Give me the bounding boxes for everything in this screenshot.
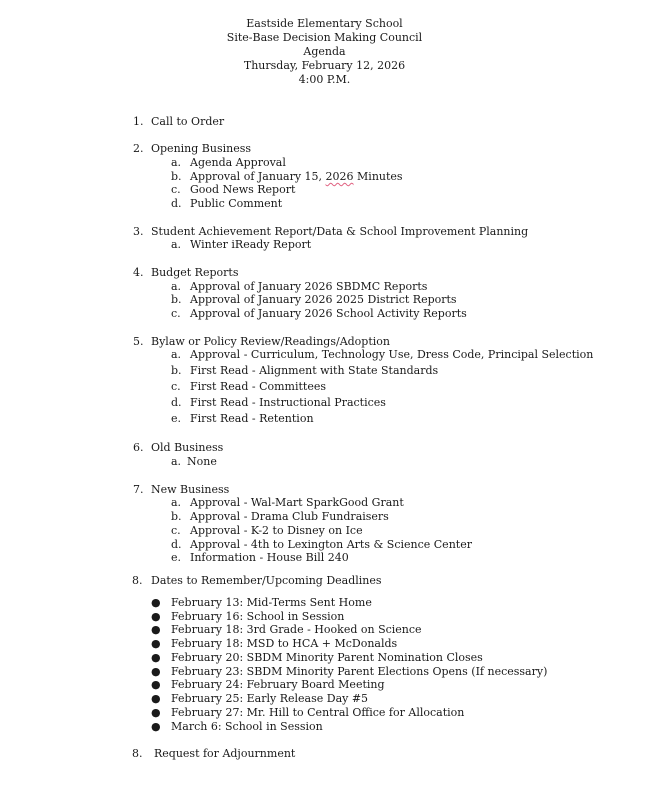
subitem-letter: a. bbox=[171, 348, 182, 361]
date-text: March 6: School in Session bbox=[171, 720, 323, 733]
subitem-text: None bbox=[187, 455, 217, 468]
agenda-subitem bbox=[0, 551, 649, 565]
agenda-subitem bbox=[0, 307, 649, 321]
bullet-dot-icon: ● bbox=[151, 651, 161, 664]
subitem-letter: a. bbox=[171, 238, 182, 251]
subitem-text: First Read - Alignment with State Standards bbox=[190, 364, 439, 377]
subitem-text: Winter iReady Report bbox=[190, 238, 312, 251]
subitem-letter: d. bbox=[171, 538, 182, 551]
subitem-letter: c. bbox=[171, 307, 181, 320]
section-number: 2. bbox=[133, 142, 144, 155]
subitem-letter: d. bbox=[171, 197, 182, 210]
agenda-subitem bbox=[0, 510, 649, 524]
date-bullet-item bbox=[0, 637, 649, 651]
agenda-section-8-adjournment bbox=[0, 747, 649, 761]
bullet-dot-icon: ● bbox=[151, 720, 161, 733]
section-number: 7. bbox=[133, 483, 144, 496]
section-number: 8. bbox=[132, 574, 143, 587]
agenda-header bbox=[0, 17, 649, 87]
school-name: Eastside Elementary School bbox=[246, 17, 403, 30]
meeting-date: Thursday, February 12, 2026 bbox=[243, 59, 406, 72]
agenda-subitem bbox=[0, 538, 649, 552]
date-bullet-item bbox=[0, 610, 649, 624]
agenda-section-7 bbox=[0, 483, 649, 497]
subitem-text: Approval - 4th to Lexington Arts & Science Center bbox=[190, 538, 472, 551]
date-bullet-item bbox=[0, 665, 649, 679]
subitem-text: First Read - Committees bbox=[190, 380, 326, 393]
agenda-subitem bbox=[0, 197, 649, 211]
date-text: February 18: MSD to HCA + McDonalds bbox=[171, 637, 398, 650]
date-text: February 18: 3rd Grade - Hooked on Science bbox=[171, 623, 422, 636]
bullet-dot-icon: ● bbox=[151, 665, 161, 678]
section-number: 8. bbox=[132, 747, 143, 760]
subitem-text: Information - House Bill 240 bbox=[190, 551, 349, 564]
subitem-text: Approval - Drama Club Fundraisers bbox=[190, 510, 389, 523]
date-text: February 13: Mid-Terms Sent Home bbox=[171, 596, 372, 609]
agenda-subitem bbox=[0, 156, 649, 170]
agenda-subitem bbox=[0, 524, 649, 538]
subitem-letter: e. bbox=[171, 551, 182, 564]
date-text: February 16: School in Session bbox=[171, 610, 345, 623]
spellcheck-flagged-word: 2026 bbox=[325, 170, 354, 183]
subitem-text bbox=[190, 170, 403, 183]
agenda-subitem bbox=[0, 496, 649, 510]
bullet-dot-icon: ● bbox=[151, 610, 161, 623]
date-bullet-item bbox=[0, 678, 649, 692]
agenda-subitem bbox=[0, 412, 649, 426]
agenda-subitem bbox=[0, 455, 649, 469]
section-title: Call to Order bbox=[151, 115, 225, 128]
date-text: February 23: SBDM Minority Parent Elections Opens (If necessary) bbox=[171, 665, 548, 678]
subitem-text: Public Comment bbox=[190, 197, 283, 210]
subitem-text: Approval of January 2026 2025 District Reports bbox=[190, 293, 457, 306]
subitem-letter: b. bbox=[171, 510, 182, 523]
bullet-dot-icon: ● bbox=[151, 637, 161, 650]
section-title: Bylaw or Policy Review/Readings/Adoption bbox=[151, 335, 390, 348]
agenda-subitem bbox=[0, 380, 649, 394]
section-title: Old Business bbox=[151, 441, 224, 454]
section-title: New Business bbox=[151, 483, 230, 496]
subitem-text: Approval of January 2026 School Activity Reports bbox=[190, 307, 467, 320]
section-title: Request for Adjournment bbox=[154, 747, 296, 760]
subitem-text-end: Minutes bbox=[353, 170, 403, 183]
section-number: 5. bbox=[133, 335, 144, 348]
bullet-dot-icon: ● bbox=[151, 706, 161, 719]
agenda-subitem bbox=[0, 364, 649, 378]
section-title: Budget Reports bbox=[151, 266, 239, 279]
subitem-letter: d. bbox=[171, 396, 182, 409]
agenda-subitem bbox=[0, 238, 649, 252]
agenda-section-1 bbox=[0, 115, 649, 129]
bullet-dot-icon: ● bbox=[151, 692, 161, 705]
subitem-letter: b. bbox=[171, 170, 182, 183]
date-bullet-item bbox=[0, 651, 649, 665]
subitem-letter: c. bbox=[171, 380, 181, 393]
subitem-letter: b. bbox=[171, 364, 182, 377]
agenda-subitem bbox=[0, 170, 649, 184]
agenda-subitem bbox=[0, 280, 649, 294]
subitem-text: Approval - K-2 to Disney on Ice bbox=[190, 524, 363, 537]
bullet-dot-icon: ● bbox=[151, 596, 161, 609]
section-number: 1. bbox=[133, 115, 144, 128]
date-bullet-item bbox=[0, 720, 649, 734]
subitem-text: Good News Report bbox=[190, 183, 296, 196]
subitem-text: First Read - Instructional Practices bbox=[190, 396, 386, 409]
subitem-text: Approval - Curriculum, Technology Use, Dress Code, Principal Selection bbox=[190, 348, 594, 361]
bullet-dot-icon: ● bbox=[151, 623, 161, 636]
subitem-letter: b. bbox=[171, 293, 182, 306]
date-bullet-item bbox=[0, 623, 649, 637]
date-text: February 25: Early Release Day #5 bbox=[171, 692, 369, 705]
section-title: Dates to Remember/Upcoming Deadlines bbox=[151, 574, 382, 587]
bullet-dot-icon: ● bbox=[151, 678, 161, 691]
agenda-section-6 bbox=[0, 441, 649, 455]
agenda-subitem bbox=[0, 348, 649, 362]
agenda-section-8-dates bbox=[0, 574, 649, 588]
agenda-section-5 bbox=[0, 335, 649, 349]
subitem-text: Agenda Approval bbox=[190, 156, 286, 169]
agenda-section-4 bbox=[0, 266, 649, 280]
subitem-text: First Read - Retention bbox=[190, 412, 314, 425]
subitem-letter: c. bbox=[171, 524, 181, 537]
date-text: February 20: SBDM Minority Parent Nomination Closes bbox=[171, 651, 483, 664]
subitem-letter: a. bbox=[171, 455, 182, 468]
agenda-subitem bbox=[0, 183, 649, 197]
section-number: 6. bbox=[133, 441, 144, 454]
agenda-section-3 bbox=[0, 225, 649, 239]
subitem-text: Approval - Wal-Mart SparkGood Grant bbox=[190, 496, 404, 509]
subitem-text: Approval of January 2026 SBDMC Reports bbox=[190, 280, 428, 293]
date-bullet-item bbox=[0, 706, 649, 720]
meeting-time: 4:00 P.M. bbox=[298, 73, 351, 86]
council-name: Site-Base Decision Making Council bbox=[226, 31, 423, 44]
subitem-letter: a. bbox=[171, 496, 182, 509]
section-title: Student Achievement Report/Data & School Improvement Planning bbox=[151, 225, 529, 238]
agenda-subitem bbox=[0, 293, 649, 307]
date-text: February 24: February Board Meeting bbox=[171, 678, 385, 691]
date-bullet-item bbox=[0, 692, 649, 706]
section-number: 4. bbox=[133, 266, 144, 279]
date-bullet-item bbox=[0, 596, 649, 610]
subitem-letter: c. bbox=[171, 183, 181, 196]
subitem-letter: a. bbox=[171, 156, 182, 169]
document-type: Agenda bbox=[303, 45, 346, 58]
subitem-text-start: Approval of January 15, bbox=[190, 170, 326, 183]
subitem-letter: e. bbox=[171, 412, 182, 425]
agenda-subitem bbox=[0, 396, 649, 410]
subitem-letter: a. bbox=[171, 280, 182, 293]
section-title: Opening Business bbox=[151, 142, 252, 155]
section-number: 3. bbox=[133, 225, 144, 238]
agenda-section-2 bbox=[0, 142, 649, 156]
date-text: February 27: Mr. Hill to Central Office for Allocation bbox=[171, 706, 465, 719]
